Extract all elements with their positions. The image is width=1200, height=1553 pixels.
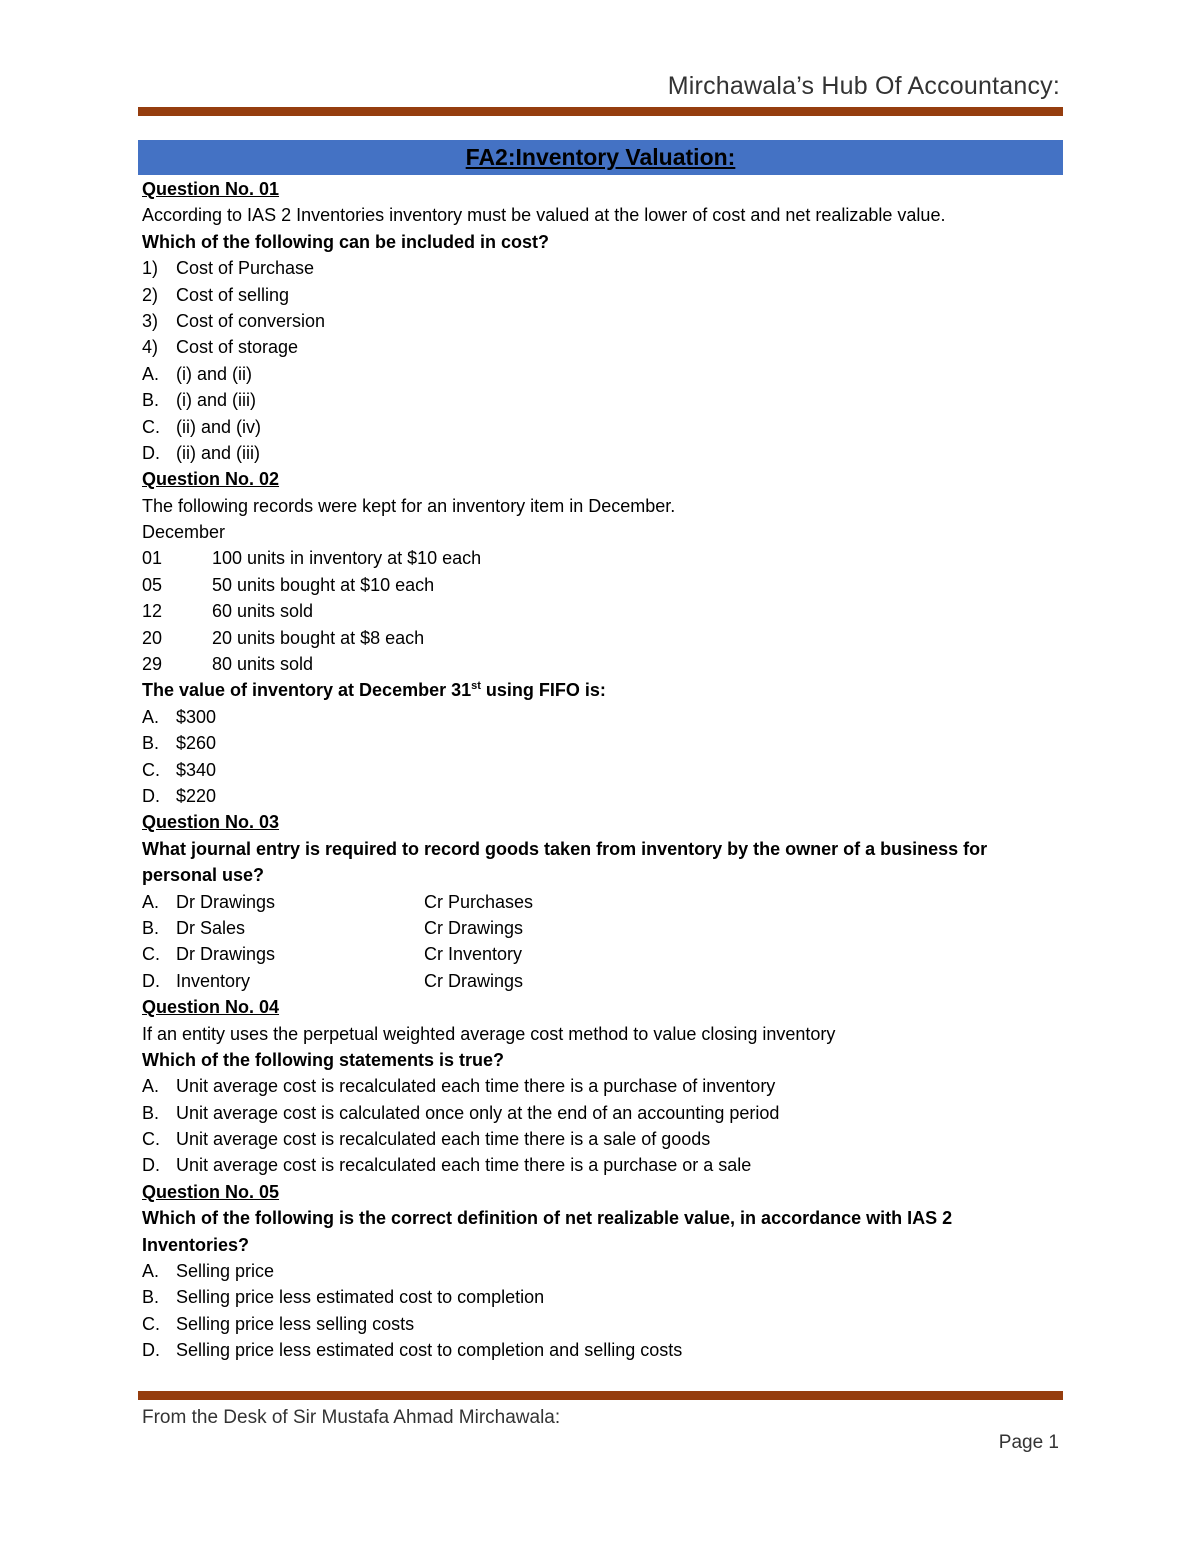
answer-option: D. Inventory Cr Drawings [142,970,524,991]
document-title: FA2:Inventory Valuation: [465,144,736,170]
page-footer-text: From the Desk of Sir Mustafa Ahmad Mirchawala: [142,1407,561,1428]
list-item: 3) Cost of conversion [142,310,326,331]
question-2-prompt: The value of inventory at December 31st using FIFO is: [142,680,606,701]
question-2-heading: Question No. 02 [142,469,280,490]
question-5-prompt-line1: Which of the following is the correct definition of net realizable value, in accordance with IAS 2 [142,1208,953,1229]
list-item: 2) Cost of selling [142,284,290,305]
questions-content [142,176,1057,1364]
question-5-prompt-line2: Inventories? [142,1234,250,1255]
inventory-record: 29 80 units sold [142,654,314,675]
page-number: Page 1 [998,1432,1059,1453]
list-item: 4) Cost of storage [142,337,299,358]
answer-option: A. Selling price [142,1261,275,1282]
inventory-record: 01 100 units in inventory at $10 each [142,548,482,569]
answer-option: C. (ii) and (iv) [142,416,262,437]
answer-option: D. Selling price less estimated cost to completion and selling costs [142,1340,683,1361]
answer-option: B. Dr Sales Cr Drawings [142,917,524,938]
answer-option: C. Dr Drawings Cr Inventory [142,944,523,965]
answer-option: A. (i) and (ii) [142,363,253,384]
answer-option: D. (ii) and (iii) [142,442,261,463]
question-2-text: The following records were kept for an inventory item in December. [142,495,676,516]
title-banner [138,140,1063,175]
question-3-heading: Question No. 03 [142,812,280,833]
question-3-prompt-line2: personal use? [142,865,265,886]
inventory-record: 20 20 units bought at $8 each [142,627,425,648]
answer-option: B. $260 [142,733,217,754]
answer-option: C. Selling price less selling costs [142,1313,415,1334]
header-rule [138,107,1063,116]
inventory-record: 05 50 units bought at $10 each [142,574,435,595]
question-1-prompt: Which of the following can be included in cost? [142,231,549,252]
answer-option: A. Unit average cost is recalculated each time there is a purchase of inventory [142,1076,776,1097]
question-4-text: If an entity uses the perpetual weighted average cost method to value closing inventory [142,1023,836,1044]
page-header-title: Mirchawala’s Hub Of Accountancy: [667,72,1060,100]
inventory-record: 12 60 units sold [142,601,314,622]
question-5-heading: Question No. 05 [142,1181,280,1202]
answer-option: C. $340 [142,759,217,780]
answer-option: B. (i) and (iii) [142,390,257,411]
question-4-prompt: Which of the following statements is true? [142,1049,505,1070]
answer-option: A. $300 [142,706,217,727]
answer-option: B. Unit average cost is calculated once only at the end of an accounting period [142,1102,780,1123]
footer-rule [138,1391,1063,1400]
question-4-heading: Question No. 04 [142,997,280,1018]
answer-option: C. Unit average cost is recalculated each time there is a sale of goods [142,1129,711,1150]
answer-option: D. $220 [142,785,217,806]
question-2-month: December [142,522,226,543]
answer-option: D. Unit average cost is recalculated each time there is a purchase or a sale [142,1155,752,1176]
answer-option: B. Selling price less estimated cost to completion [142,1287,545,1308]
list-item: 1) Cost of Purchase [142,258,315,279]
answer-option: A. Dr Drawings Cr Purchases [142,891,534,912]
question-1-heading: Question No. 01 [142,179,280,199]
question-1-text: According to IAS 2 Inventories inventory must be valued at the lower of cost and net realizable value. [142,205,946,226]
question-3-prompt-line1: What journal entry is required to record goods taken from inventory by the owner of a business for [142,838,988,859]
